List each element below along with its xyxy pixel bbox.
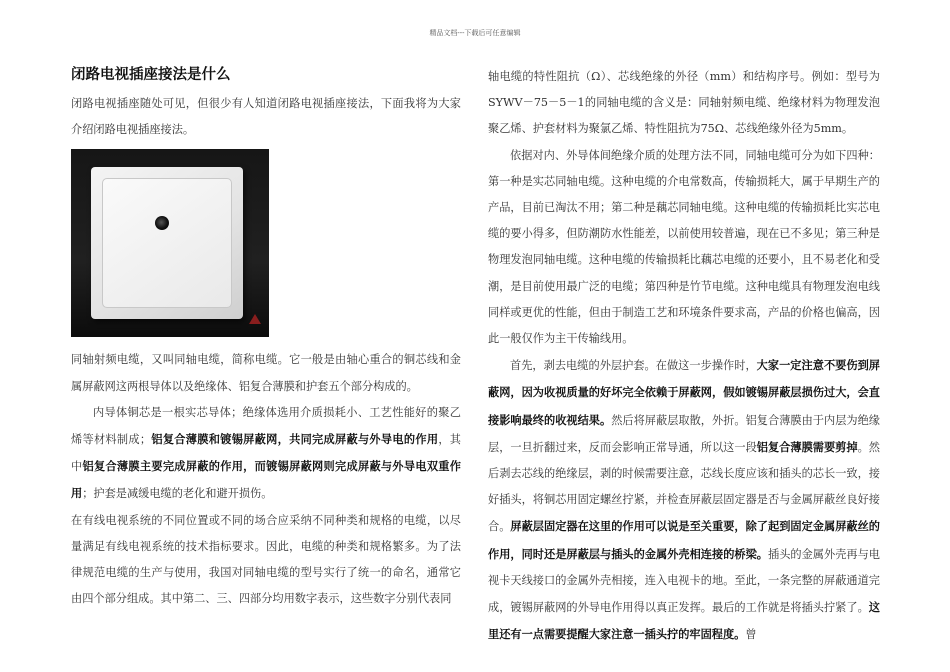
paragraph-cable-structure <box>71 400 461 508</box>
left-column <box>71 64 461 612</box>
intro-paragraph: 闭路电视插座随处可见，但很少有人知道闭路电视插座接法，下面我将为大家介绍闭路电视插座接法。 <box>71 97 461 137</box>
text-run: 曾 <box>745 628 757 642</box>
watermark-triangle-icon <box>249 314 261 324</box>
bold-text: 铝复合薄膜和镀锡屏蔽网，共同完成屏蔽与外导电的作用 <box>151 432 439 447</box>
bold-text: 铝复合薄膜需要剪掉 <box>756 439 858 454</box>
right-column <box>488 64 880 648</box>
bold-text: 大家一定注意不要伤到屏蔽网，因为收视质量的好坏完全依赖于屏蔽网，假如镀锡屏蔽层损伤过大，会直接影响最终的收视结果。 <box>488 358 880 427</box>
text-run: 然后将屏蔽层取散，外折。铝复合薄膜由于内层为绝缘层，一旦折翻过来，反而会影响正常导通，所以这一段 <box>488 413 880 454</box>
bold-text: 铝复合薄膜主要完成屏蔽的作用，而镀锡屏蔽网则完成屏蔽与外导电双重作用 <box>71 459 461 501</box>
watermark-logo <box>249 307 263 333</box>
bold-text: 这里还有一点需要提醒大家注意一插头拧的牢固程度。 <box>488 600 880 642</box>
paragraph-cable-types: 依据对内、外导体间绝缘介质的处理方法不同，同轴电缆可分为如下四种：第一种是实芯同轴电缆。这种电缆的介电常数高，传输损耗大，属于早期生产的产品，目前已淘汰不用；第二种是藕芯同轴电缆。这种电缆的传输损耗比实芯电缆的要小得多，但防潮防水性能差，以前使用较普遍，现在已不多见；第三种是物理发泡同轴电缆。这种电缆的传输损耗比藕芯电缆的还要小，且不易老化和受潮，是目前使用最广泛的电缆；第四种是竹节电缆。这种电缆具有物理发泡电线同样或更优的性能，但由于制造工艺和环境条件要求高，产品的价格也偏高，因此一般仅作为主干传输线用。 <box>488 148 880 346</box>
text-run: 内导体铜芯是一根实芯导体；绝缘体选用介质损耗小、工艺性能好的聚乙烯等材料制成； <box>71 405 461 447</box>
paragraph-coax-definition: 同轴射频电缆，又叫同轴电缆，简称电缆。它一般是由轴心重合的铜芯线和金属屏蔽网这两根导体以及绝缘体、铝复合薄膜和护套五个部分构成的。 <box>71 353 461 393</box>
text-run: ；护套是减缓电缆的老化和避开损伤。 <box>82 487 273 501</box>
article-title: 闭路电视插座接法是什么 <box>71 67 231 83</box>
text-run: ，其中 <box>71 433 461 474</box>
page-header: 精品文档---下载后可任意编辑 <box>429 29 521 37</box>
socket-inner-panel <box>102 178 232 308</box>
text-run: 。然后剥去芯线的绝缘层，剥的时候需要注意，芯线长度应该和插头的芯长一致，接好插头，将铜芯用固定螺丝拧紧，并检查屏蔽层固定器是否与金属屏蔽丝良好接合。 <box>488 440 880 534</box>
socket-plate <box>91 167 243 319</box>
text-run: 插头的金属外壳再与电视卡天线接口的金属外壳相接，连入电视卡的地。至此，一条完整的屏蔽通道完成，镀锡屏蔽网的外导电作用得以真正发挥。最后的工作就是将插头拧紧了。 <box>488 547 880 615</box>
bold-text: 屏蔽层固定器在这里的作用可以说是至关重要，除了起到固定金属屏蔽丝的作用，同时还是屏蔽层与插头的金属外壳相连接的桥梁。 <box>488 519 880 561</box>
socket-photo <box>71 149 269 337</box>
paragraph-cable-naming: 在有线电视系统的不同位置或不同的场合应采纳不同种类和规格的电缆，以尽量满足有线电视系统的技术指标要求。因此，电缆的种类和规格繁多。为了法律规范电缆的生产与使用，我国对同轴电缆的型号实行了统一的命名，通常它由四个部分组成。其中第二、三、四部分均用数字表示，这些数字分别代表同 <box>71 513 461 606</box>
paragraph-wiring-steps <box>488 352 880 648</box>
text-run: 首先，剥去电缆的外层护套。在做这一步操作时， <box>510 359 757 373</box>
coax-jack-icon <box>155 216 169 230</box>
paragraph-model-example: 轴电缆的特性阻抗（Ω）、芯线绝缘的外径（mm）和结构序号。例如：型号为SYWV－75－5－1的同轴电缆的含义是：同轴射频电缆、绝缘材料为物理发泡聚乙烯、护套材料为聚氯乙烯、特性阻抗为75Ω、芯线绝缘外径为5mm。 <box>488 70 880 136</box>
